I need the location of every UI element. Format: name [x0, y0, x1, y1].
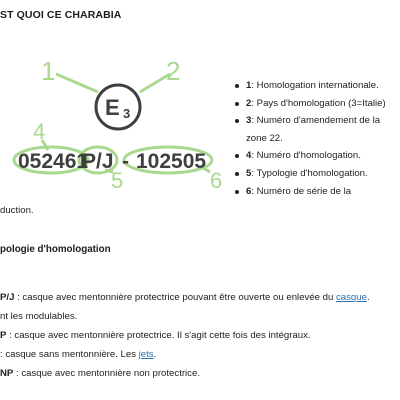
- homologation-number: 052461: [18, 150, 89, 173]
- paragraph-text: nt les modulables.: [0, 311, 78, 322]
- paragraph-text: : casque avec mentonnière protectrice. Il s'agit cette fois des intégraux.: [6, 330, 311, 341]
- paragraph-text-end: .: [153, 349, 157, 360]
- e-mark-number: 3: [123, 106, 131, 121]
- paragraph-text: : casque sans mentonnière. Les: [0, 349, 139, 360]
- e-mark-letter: E: [105, 95, 120, 120]
- paragraph: [0, 311, 77, 322]
- paragraph-text: : casque avec mentonnière non protectrice.: [13, 368, 200, 379]
- list-item: [235, 147, 400, 165]
- callout-2: 2: [166, 56, 181, 86]
- legend-number: 3: [246, 115, 252, 127]
- legend-text: : Numéro d'homologation.: [251, 150, 361, 162]
- list-item: [235, 112, 400, 147]
- legend-text: : Homologation internationale.: [251, 80, 379, 91]
- legend-text: : Numéro de série de la: [251, 185, 352, 197]
- type-code-label: P: [0, 330, 7, 341]
- section-heading: ST QUOI CE CHARABIA: [0, 9, 122, 21]
- legend-list: [235, 77, 400, 200]
- paragraph: [0, 292, 370, 303]
- callout-5: 5: [111, 168, 124, 193]
- casque-link[interactable]: casque: [336, 292, 367, 303]
- legend-number: 2: [246, 97, 252, 109]
- jets-link[interactable]: jets: [138, 349, 154, 360]
- legend-number: 1: [246, 80, 252, 91]
- legend-text: : Typologie d'homologation.: [251, 167, 368, 179]
- type-code-label: P/J: [0, 292, 15, 303]
- subsection-heading: pologie d'homologation: [0, 244, 111, 255]
- list-item: [235, 183, 400, 201]
- paragraph-text: : casque avec mentonnière protectrice pouvant être ouverte ou enlevée du: [14, 292, 336, 303]
- callout-4: 4: [33, 119, 46, 144]
- list-item: [235, 165, 400, 183]
- paragraph: [0, 368, 200, 379]
- serial-number: 102505: [136, 150, 207, 173]
- paragraph: [0, 349, 156, 360]
- legend-number: 4: [246, 150, 252, 162]
- type-code: P/J: [82, 150, 114, 173]
- legend-text: : Numéro d'amendement de la zone 22.: [246, 115, 381, 144]
- legend-number: 5: [246, 167, 252, 179]
- paragraph: [0, 330, 311, 341]
- legend-number: 6: [246, 185, 252, 197]
- type-code-label: NP: [0, 368, 14, 379]
- legend-text: : Pays d'homologation (3=Italie): [251, 97, 386, 109]
- homologation-label-figure: [0, 52, 232, 202]
- caption-text: duction.: [0, 205, 34, 216]
- list-item: [235, 95, 400, 113]
- code-separator: -: [122, 150, 129, 173]
- callout-6: 6: [210, 168, 223, 193]
- list-item: [235, 77, 400, 95]
- paragraph-text-end: .: [366, 292, 370, 303]
- callout-1: 1: [41, 56, 56, 86]
